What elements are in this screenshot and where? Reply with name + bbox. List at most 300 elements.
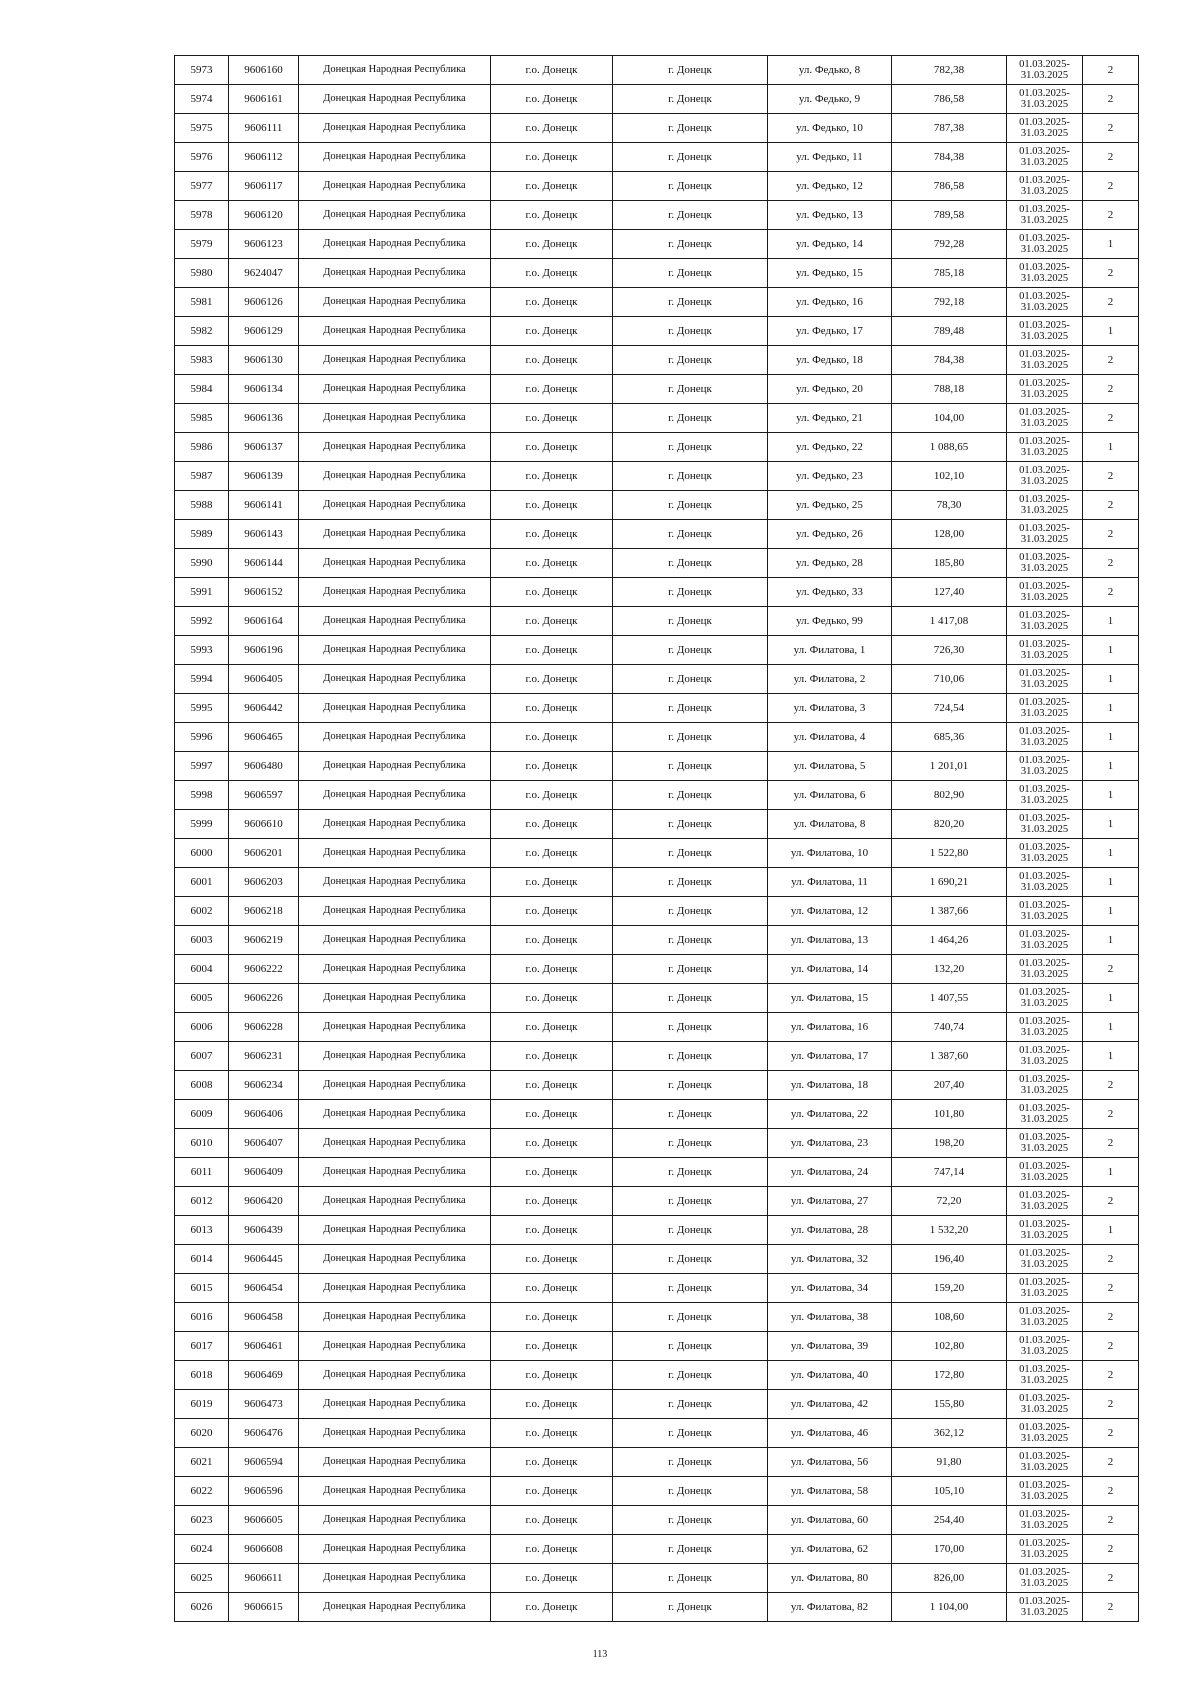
record-id-cell: 9606611	[229, 1564, 299, 1593]
record-id-cell: 9606409	[229, 1158, 299, 1187]
municipal-district-cell: г.о. Донецк	[491, 85, 613, 114]
category-code-cell: 2	[1083, 1303, 1139, 1332]
period-cell: 01.03.2025-31.03.2025	[1007, 1129, 1083, 1158]
category-code-cell: 1	[1083, 1158, 1139, 1187]
address-cell: ул. Филатова, 32	[768, 1245, 892, 1274]
row-number-cell: 6024	[175, 1535, 229, 1564]
record-id-cell: 9606458	[229, 1303, 299, 1332]
period-cell: 01.03.2025-31.03.2025	[1007, 868, 1083, 897]
category-code-cell: 1	[1083, 926, 1139, 955]
row-number-cell: 6013	[175, 1216, 229, 1245]
period-cell: 01.03.2025-31.03.2025	[1007, 1013, 1083, 1042]
record-id-cell: 9606139	[229, 462, 299, 491]
city-cell: г. Донецк	[613, 636, 768, 665]
region-cell: Донецкая Народная Республика	[299, 1419, 491, 1448]
municipal-district-cell: г.о. Донецк	[491, 56, 613, 85]
city-cell: г. Донецк	[613, 1535, 768, 1564]
city-cell: г. Донецк	[613, 201, 768, 230]
address-cell: ул. Федько, 99	[768, 607, 892, 636]
municipal-district-cell: г.о. Донецк	[491, 723, 613, 752]
region-cell: Донецкая Народная Республика	[299, 114, 491, 143]
address-cell: ул. Федько, 17	[768, 317, 892, 346]
area-value-cell: 1 407,55	[892, 984, 1007, 1013]
city-cell: г. Донецк	[613, 1216, 768, 1245]
category-code-cell: 1	[1083, 317, 1139, 346]
address-cell: ул. Федько, 16	[768, 288, 892, 317]
municipal-district-cell: г.о. Донецк	[491, 955, 613, 984]
city-cell: г. Донецк	[613, 1564, 768, 1593]
category-code-cell: 2	[1083, 288, 1139, 317]
region-cell: Донецкая Народная Республика	[299, 839, 491, 868]
record-id-cell: 9606120	[229, 201, 299, 230]
row-number-cell: 5980	[175, 259, 229, 288]
period-cell: 01.03.2025-31.03.2025	[1007, 984, 1083, 1013]
row-number-cell: 6020	[175, 1419, 229, 1448]
area-value-cell: 786,58	[892, 85, 1007, 114]
period-cell: 01.03.2025-31.03.2025	[1007, 404, 1083, 433]
area-value-cell: 802,90	[892, 781, 1007, 810]
region-cell: Донецкая Народная Республика	[299, 1535, 491, 1564]
city-cell: г. Донецк	[613, 926, 768, 955]
row-number-cell: 6006	[175, 1013, 229, 1042]
municipal-district-cell: г.о. Донецк	[491, 1506, 613, 1535]
category-code-cell: 2	[1083, 1390, 1139, 1419]
region-cell: Донецкая Народная Республика	[299, 1100, 491, 1129]
record-id-cell: 9606134	[229, 375, 299, 404]
region-cell: Донецкая Народная Республика	[299, 665, 491, 694]
city-cell: г. Донецк	[613, 1361, 768, 1390]
record-id-cell: 9606596	[229, 1477, 299, 1506]
area-value-cell: 108,60	[892, 1303, 1007, 1332]
row-number-cell: 5982	[175, 317, 229, 346]
row-number-cell: 6000	[175, 839, 229, 868]
region-cell: Донецкая Народная Республика	[299, 1129, 491, 1158]
row-number-cell: 6011	[175, 1158, 229, 1187]
city-cell: г. Донецк	[613, 56, 768, 85]
city-cell: г. Донецк	[613, 810, 768, 839]
record-id-cell: 9606143	[229, 520, 299, 549]
period-cell: 01.03.2025-31.03.2025	[1007, 491, 1083, 520]
city-cell: г. Донецк	[613, 85, 768, 114]
city-cell: г. Донецк	[613, 1245, 768, 1274]
table-row	[175, 868, 1139, 897]
category-code-cell: 2	[1083, 85, 1139, 114]
area-value-cell: 105,10	[892, 1477, 1007, 1506]
region-cell: Донецкая Народная Республика	[299, 56, 491, 85]
row-number-cell: 5987	[175, 462, 229, 491]
category-code-cell: 1	[1083, 1013, 1139, 1042]
record-id-cell: 9606228	[229, 1013, 299, 1042]
category-code-cell: 2	[1083, 404, 1139, 433]
category-code-cell: 2	[1083, 1071, 1139, 1100]
period-cell: 01.03.2025-31.03.2025	[1007, 1245, 1083, 1274]
city-cell: г. Донецк	[613, 984, 768, 1013]
city-cell: г. Донецк	[613, 143, 768, 172]
record-id-cell: 9606141	[229, 491, 299, 520]
address-cell: ул. Филатова, 56	[768, 1448, 892, 1477]
record-id-cell: 9606445	[229, 1245, 299, 1274]
table-row	[175, 839, 1139, 868]
city-cell: г. Донецк	[613, 288, 768, 317]
municipal-district-cell: г.о. Донецк	[491, 636, 613, 665]
table-row	[175, 1013, 1139, 1042]
region-cell: Донецкая Народная Республика	[299, 520, 491, 549]
row-number-cell: 5989	[175, 520, 229, 549]
period-cell: 01.03.2025-31.03.2025	[1007, 346, 1083, 375]
city-cell: г. Донецк	[613, 1303, 768, 1332]
area-value-cell: 820,20	[892, 810, 1007, 839]
category-code-cell: 2	[1083, 1448, 1139, 1477]
area-value-cell: 185,80	[892, 549, 1007, 578]
category-code-cell: 1	[1083, 810, 1139, 839]
area-value-cell: 1 387,66	[892, 897, 1007, 926]
municipal-district-cell: г.о. Донецк	[491, 172, 613, 201]
area-value-cell: 826,00	[892, 1564, 1007, 1593]
address-cell: ул. Федько, 33	[768, 578, 892, 607]
table-row	[175, 201, 1139, 230]
table-row	[175, 636, 1139, 665]
period-cell: 01.03.2025-31.03.2025	[1007, 665, 1083, 694]
record-id-cell: 9606203	[229, 868, 299, 897]
period-cell: 01.03.2025-31.03.2025	[1007, 1390, 1083, 1419]
row-number-cell: 6012	[175, 1187, 229, 1216]
area-value-cell: 155,80	[892, 1390, 1007, 1419]
table-row	[175, 810, 1139, 839]
category-code-cell: 1	[1083, 636, 1139, 665]
city-cell: г. Донецк	[613, 955, 768, 984]
address-cell: ул. Федько, 22	[768, 433, 892, 462]
address-cell: ул. Филатова, 58	[768, 1477, 892, 1506]
area-value-cell: 128,00	[892, 520, 1007, 549]
area-value-cell: 789,48	[892, 317, 1007, 346]
municipal-district-cell: г.о. Донецк	[491, 1100, 613, 1129]
table-row	[175, 897, 1139, 926]
address-cell: ул. Филатова, 15	[768, 984, 892, 1013]
table-row	[175, 1564, 1139, 1593]
region-cell: Донецкая Народная Республика	[299, 1042, 491, 1071]
area-value-cell: 196,40	[892, 1245, 1007, 1274]
row-number-cell: 6008	[175, 1071, 229, 1100]
record-id-cell: 9606439	[229, 1216, 299, 1245]
area-value-cell: 159,20	[892, 1274, 1007, 1303]
record-id-cell: 9606126	[229, 288, 299, 317]
period-cell: 01.03.2025-31.03.2025	[1007, 1100, 1083, 1129]
row-number-cell: 5977	[175, 172, 229, 201]
area-value-cell: 710,06	[892, 665, 1007, 694]
municipal-district-cell: г.о. Донецк	[491, 1419, 613, 1448]
municipal-district-cell: г.о. Донецк	[491, 1448, 613, 1477]
municipal-district-cell: г.о. Донецк	[491, 404, 613, 433]
table-row	[175, 1071, 1139, 1100]
category-code-cell: 2	[1083, 56, 1139, 85]
table-row	[175, 143, 1139, 172]
area-value-cell: 172,80	[892, 1361, 1007, 1390]
address-cell: ул. Федько, 14	[768, 230, 892, 259]
category-code-cell: 2	[1083, 1564, 1139, 1593]
row-number-cell: 6022	[175, 1477, 229, 1506]
record-id-cell: 9606454	[229, 1274, 299, 1303]
table-row	[175, 259, 1139, 288]
category-code-cell: 2	[1083, 1274, 1139, 1303]
municipal-district-cell: г.о. Донецк	[491, 1013, 613, 1042]
area-value-cell: 785,18	[892, 259, 1007, 288]
area-value-cell: 1 522,80	[892, 839, 1007, 868]
region-cell: Донецкая Народная Республика	[299, 1187, 491, 1216]
city-cell: г. Донецк	[613, 1419, 768, 1448]
table-row	[175, 1477, 1139, 1506]
record-id-cell: 9606129	[229, 317, 299, 346]
area-value-cell: 198,20	[892, 1129, 1007, 1158]
municipal-district-cell: г.о. Донецк	[491, 752, 613, 781]
row-number-cell: 6001	[175, 868, 229, 897]
row-number-cell: 5978	[175, 201, 229, 230]
address-cell: ул. Филатова, 18	[768, 1071, 892, 1100]
table-row	[175, 1593, 1139, 1622]
region-cell: Донецкая Народная Республика	[299, 955, 491, 984]
category-code-cell: 1	[1083, 723, 1139, 752]
row-number-cell: 5986	[175, 433, 229, 462]
region-cell: Донецкая Народная Республика	[299, 1013, 491, 1042]
region-cell: Донецкая Народная Республика	[299, 926, 491, 955]
address-cell: ул. Филатова, 82	[768, 1593, 892, 1622]
row-number-cell: 5990	[175, 549, 229, 578]
table-row	[175, 1390, 1139, 1419]
table-row	[175, 1042, 1139, 1071]
region-cell: Донецкая Народная Республика	[299, 636, 491, 665]
area-value-cell: 1 417,08	[892, 607, 1007, 636]
period-cell: 01.03.2025-31.03.2025	[1007, 433, 1083, 462]
city-cell: г. Донецк	[613, 1506, 768, 1535]
category-code-cell: 2	[1083, 549, 1139, 578]
region-cell: Донецкая Народная Республика	[299, 230, 491, 259]
table-row	[175, 491, 1139, 520]
region-cell: Донецкая Народная Республика	[299, 549, 491, 578]
address-cell: ул. Филатова, 38	[768, 1303, 892, 1332]
municipal-district-cell: г.о. Донецк	[491, 288, 613, 317]
city-cell: г. Донецк	[613, 839, 768, 868]
address-cell: ул. Филатова, 13	[768, 926, 892, 955]
region-cell: Донецкая Народная Республика	[299, 1506, 491, 1535]
period-cell: 01.03.2025-31.03.2025	[1007, 56, 1083, 85]
row-number-cell: 6021	[175, 1448, 229, 1477]
table-row	[175, 694, 1139, 723]
category-code-cell: 2	[1083, 375, 1139, 404]
area-value-cell: 1 104,00	[892, 1593, 1007, 1622]
table-row	[175, 1361, 1139, 1390]
record-id-cell: 9606231	[229, 1042, 299, 1071]
city-cell: г. Донецк	[613, 694, 768, 723]
category-code-cell: 1	[1083, 839, 1139, 868]
municipal-district-cell: г.о. Донецк	[491, 607, 613, 636]
record-id-cell: 9606222	[229, 955, 299, 984]
area-value-cell: 792,28	[892, 230, 1007, 259]
row-number-cell: 6010	[175, 1129, 229, 1158]
municipal-district-cell: г.о. Донецк	[491, 839, 613, 868]
category-code-cell: 2	[1083, 1535, 1139, 1564]
municipal-district-cell: г.о. Донецк	[491, 549, 613, 578]
record-id-cell: 9606137	[229, 433, 299, 462]
record-id-cell: 9606610	[229, 810, 299, 839]
period-cell: 01.03.2025-31.03.2025	[1007, 578, 1083, 607]
row-number-cell: 5992	[175, 607, 229, 636]
city-cell: г. Донецк	[613, 607, 768, 636]
address-cell: ул. Филатова, 6	[768, 781, 892, 810]
period-cell: 01.03.2025-31.03.2025	[1007, 636, 1083, 665]
city-cell: г. Донецк	[613, 1390, 768, 1419]
region-cell: Донецкая Народная Республика	[299, 1158, 491, 1187]
area-value-cell: 132,20	[892, 955, 1007, 984]
category-code-cell: 2	[1083, 1332, 1139, 1361]
municipal-district-cell: г.о. Донецк	[491, 1390, 613, 1419]
period-cell: 01.03.2025-31.03.2025	[1007, 955, 1083, 984]
city-cell: г. Донецк	[613, 1448, 768, 1477]
municipal-district-cell: г.о. Донецк	[491, 201, 613, 230]
period-cell: 01.03.2025-31.03.2025	[1007, 201, 1083, 230]
category-code-cell: 1	[1083, 868, 1139, 897]
region-cell: Донецкая Народная Республика	[299, 462, 491, 491]
address-cell: ул. Филатова, 11	[768, 868, 892, 897]
period-cell: 01.03.2025-31.03.2025	[1007, 1535, 1083, 1564]
municipal-district-cell: г.о. Донецк	[491, 1303, 613, 1332]
address-cell: ул. Филатова, 60	[768, 1506, 892, 1535]
category-code-cell: 1	[1083, 230, 1139, 259]
address-cell: ул. Филатова, 62	[768, 1535, 892, 1564]
municipal-district-cell: г.о. Донецк	[491, 1593, 613, 1622]
municipal-district-cell: г.о. Донецк	[491, 1361, 613, 1390]
period-cell: 01.03.2025-31.03.2025	[1007, 230, 1083, 259]
row-number-cell: 5981	[175, 288, 229, 317]
category-code-cell: 2	[1083, 1245, 1139, 1274]
category-code-cell: 2	[1083, 346, 1139, 375]
table-row	[175, 346, 1139, 375]
city-cell: г. Донецк	[613, 172, 768, 201]
row-number-cell: 5984	[175, 375, 229, 404]
record-id-cell: 9606117	[229, 172, 299, 201]
city-cell: г. Донецк	[613, 1071, 768, 1100]
municipal-district-cell: г.о. Донецк	[491, 1564, 613, 1593]
city-cell: г. Донецк	[613, 1042, 768, 1071]
record-id-cell: 9606473	[229, 1390, 299, 1419]
city-cell: г. Донецк	[613, 1158, 768, 1187]
area-value-cell: 1 387,60	[892, 1042, 1007, 1071]
municipal-district-cell: г.о. Донецк	[491, 520, 613, 549]
region-cell: Донецкая Народная Республика	[299, 346, 491, 375]
region-cell: Донецкая Народная Республика	[299, 1390, 491, 1419]
municipal-district-cell: г.о. Донецк	[491, 1216, 613, 1245]
table-row	[175, 607, 1139, 636]
period-cell: 01.03.2025-31.03.2025	[1007, 549, 1083, 578]
row-number-cell: 5975	[175, 114, 229, 143]
region-cell: Донецкая Народная Республика	[299, 578, 491, 607]
region-cell: Донецкая Народная Республика	[299, 868, 491, 897]
municipal-district-cell: г.о. Донецк	[491, 1187, 613, 1216]
category-code-cell: 1	[1083, 1042, 1139, 1071]
region-cell: Донецкая Народная Республика	[299, 201, 491, 230]
address-cell: ул. Федько, 12	[768, 172, 892, 201]
municipal-district-cell: г.о. Донецк	[491, 1535, 613, 1564]
period-cell: 01.03.2025-31.03.2025	[1007, 1419, 1083, 1448]
address-cell: ул. Федько, 21	[768, 404, 892, 433]
row-number-cell: 6003	[175, 926, 229, 955]
address-cell: ул. Федько, 11	[768, 143, 892, 172]
period-cell: 01.03.2025-31.03.2025	[1007, 752, 1083, 781]
record-id-cell: 9606597	[229, 781, 299, 810]
region-cell: Донецкая Народная Республика	[299, 143, 491, 172]
municipal-district-cell: г.о. Донецк	[491, 230, 613, 259]
category-code-cell: 1	[1083, 1216, 1139, 1245]
period-cell: 01.03.2025-31.03.2025	[1007, 1477, 1083, 1506]
region-cell: Донецкая Народная Республика	[299, 491, 491, 520]
city-cell: г. Донецк	[613, 346, 768, 375]
address-cell: ул. Филатова, 4	[768, 723, 892, 752]
row-number-cell: 6004	[175, 955, 229, 984]
address-cell: ул. Федько, 25	[768, 491, 892, 520]
address-cell: ул. Филатова, 40	[768, 1361, 892, 1390]
period-cell: 01.03.2025-31.03.2025	[1007, 1593, 1083, 1622]
table-row	[175, 781, 1139, 810]
record-id-cell: 9606112	[229, 143, 299, 172]
region-cell: Донецкая Народная Республика	[299, 984, 491, 1013]
period-cell: 01.03.2025-31.03.2025	[1007, 172, 1083, 201]
table-row	[175, 578, 1139, 607]
region-cell: Донецкая Народная Республика	[299, 1564, 491, 1593]
city-cell: г. Донецк	[613, 897, 768, 926]
region-cell: Донецкая Народная Республика	[299, 375, 491, 404]
category-code-cell: 2	[1083, 1477, 1139, 1506]
period-cell: 01.03.2025-31.03.2025	[1007, 375, 1083, 404]
period-cell: 01.03.2025-31.03.2025	[1007, 781, 1083, 810]
row-number-cell: 5976	[175, 143, 229, 172]
category-code-cell: 1	[1083, 984, 1139, 1013]
period-cell: 01.03.2025-31.03.2025	[1007, 85, 1083, 114]
area-value-cell: 726,30	[892, 636, 1007, 665]
address-cell: ул. Филатова, 46	[768, 1419, 892, 1448]
area-value-cell: 1 690,21	[892, 868, 1007, 897]
address-cell: ул. Федько, 23	[768, 462, 892, 491]
record-id-cell: 9606136	[229, 404, 299, 433]
record-id-cell: 9606161	[229, 85, 299, 114]
category-code-cell: 2	[1083, 578, 1139, 607]
category-code-cell: 2	[1083, 491, 1139, 520]
area-value-cell: 786,58	[892, 172, 1007, 201]
address-cell: ул. Филатова, 16	[768, 1013, 892, 1042]
period-cell: 01.03.2025-31.03.2025	[1007, 1564, 1083, 1593]
table-row	[175, 1100, 1139, 1129]
record-id-cell: 9606196	[229, 636, 299, 665]
record-id-cell: 9606420	[229, 1187, 299, 1216]
table-row	[175, 85, 1139, 114]
municipal-district-cell: г.о. Донецк	[491, 665, 613, 694]
row-number-cell: 5994	[175, 665, 229, 694]
area-value-cell: 782,38	[892, 56, 1007, 85]
table-row	[175, 1419, 1139, 1448]
region-cell: Донецкая Народная Республика	[299, 694, 491, 723]
area-value-cell: 102,10	[892, 462, 1007, 491]
period-cell: 01.03.2025-31.03.2025	[1007, 462, 1083, 491]
municipal-district-cell: г.о. Донецк	[491, 984, 613, 1013]
region-cell: Донецкая Народная Республика	[299, 752, 491, 781]
region-cell: Донецкая Народная Республика	[299, 1593, 491, 1622]
city-cell: г. Донецк	[613, 752, 768, 781]
period-cell: 01.03.2025-31.03.2025	[1007, 1332, 1083, 1361]
table-row	[175, 955, 1139, 984]
table-row	[175, 665, 1139, 694]
region-cell: Донецкая Народная Республика	[299, 1303, 491, 1332]
city-cell: г. Донецк	[613, 868, 768, 897]
city-cell: г. Донецк	[613, 317, 768, 346]
city-cell: г. Донецк	[613, 1100, 768, 1129]
record-id-cell: 9606480	[229, 752, 299, 781]
